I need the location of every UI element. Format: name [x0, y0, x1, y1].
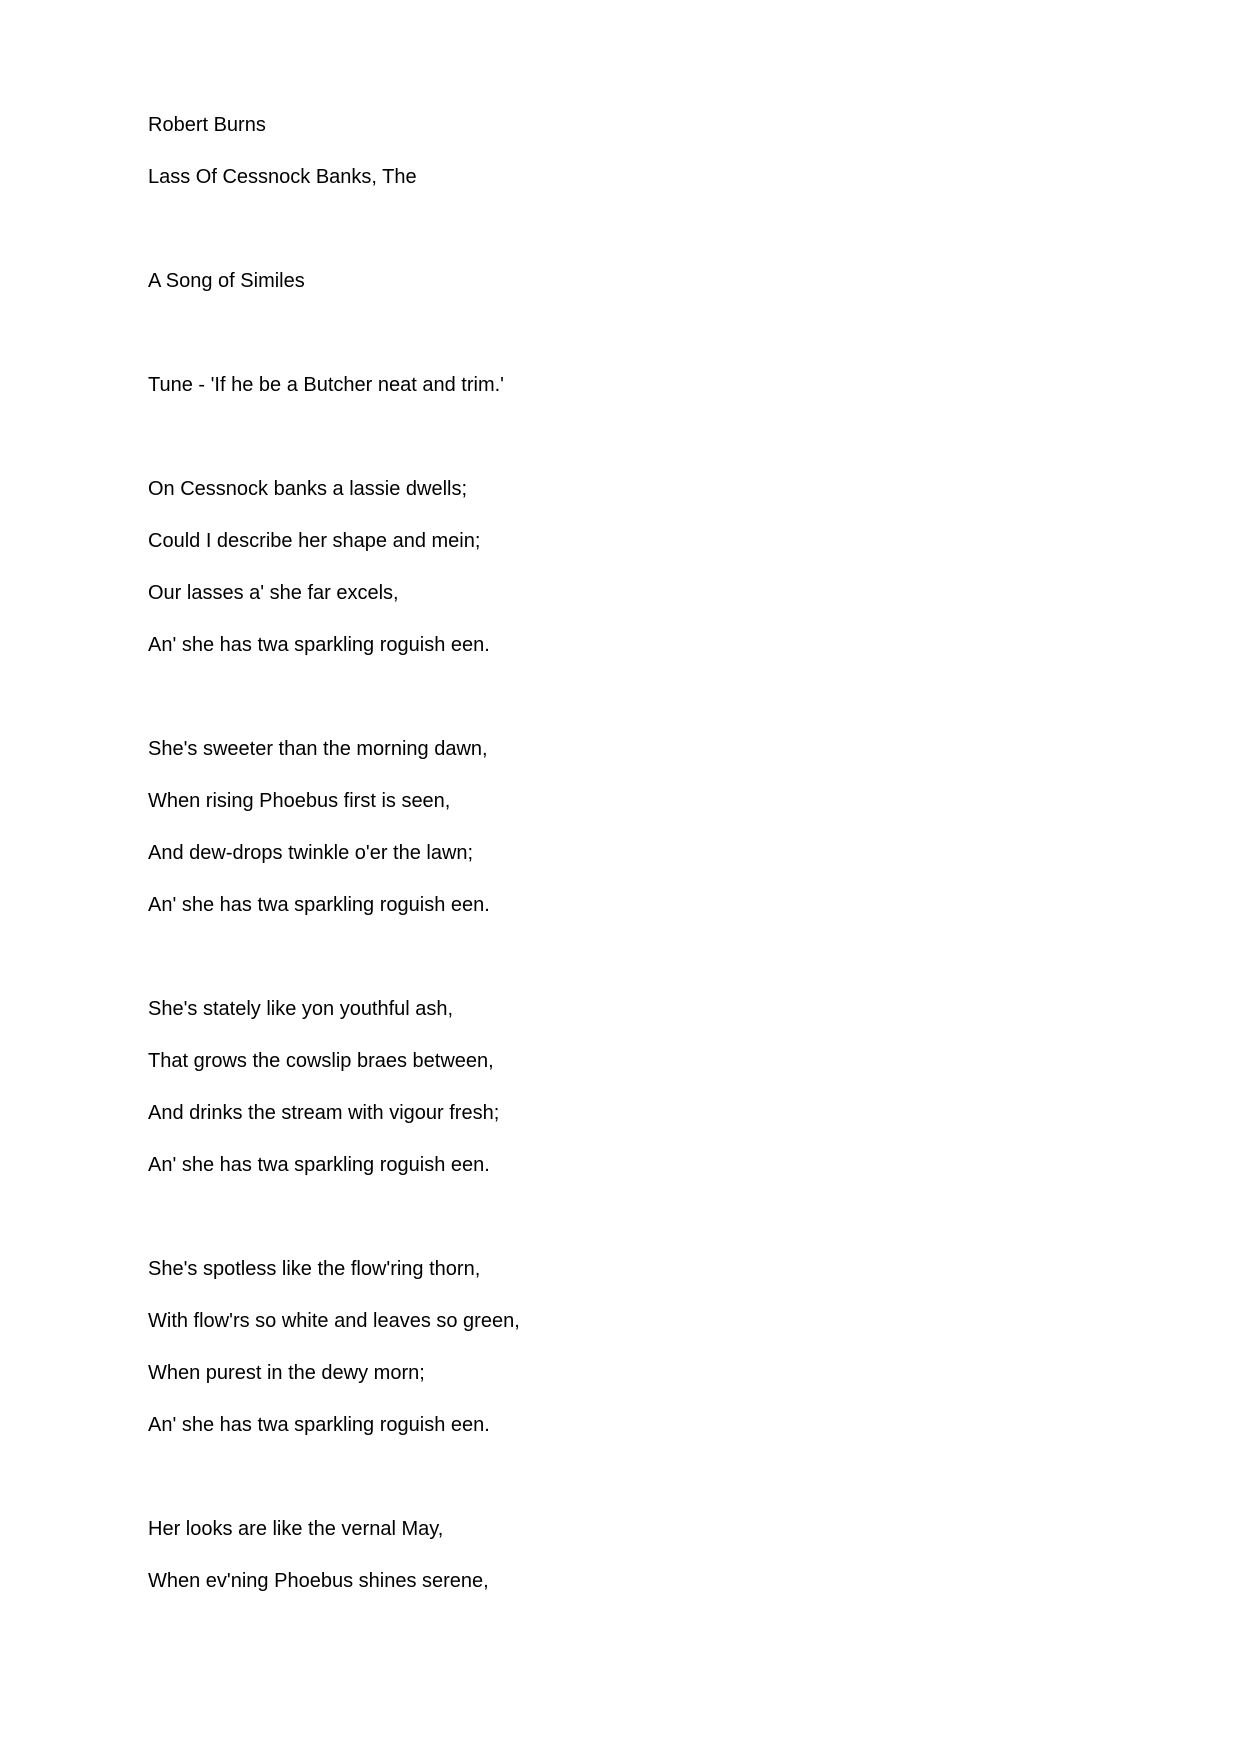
verse-line: An' she has twa sparkling roguish een.: [148, 1414, 490, 1436]
verse-line: She's sweeter than the morning dawn,: [148, 738, 488, 760]
verse-line: An' she has twa sparkling roguish een.: [148, 634, 490, 656]
verse-line: She's spotless like the flow'ring thorn,: [148, 1258, 481, 1280]
poem-title: Lass Of Cessnock Banks, The: [148, 166, 417, 188]
verse-line: And dew-drops twinkle o'er the lawn;: [148, 842, 474, 864]
verse-line: When rising Phoebus first is seen,: [148, 790, 451, 812]
verse-line: An' she has twa sparkling roguish een.: [148, 894, 490, 916]
verse-line: An' she has twa sparkling roguish een.: [148, 1154, 490, 1176]
verse-line: That grows the cowslip braes between,: [148, 1050, 494, 1072]
verse-line: Her looks are like the vernal May,: [148, 1518, 444, 1540]
verse-line: Could I describe her shape and mein;: [148, 530, 481, 552]
verse-line: Our lasses a' she far excels,: [148, 582, 399, 604]
tune-line: Tune - 'If he be a Butcher neat and trim.': [148, 374, 504, 396]
verse-line: When ev'ning Phoebus shines serene,: [148, 1570, 489, 1592]
verse-line: With flow'rs so white and leaves so green,: [148, 1310, 520, 1332]
verse-line: On Cessnock banks a lassie dwells;: [148, 478, 468, 500]
verse-line: And drinks the stream with vigour fresh;: [148, 1102, 500, 1124]
verse-line: When purest in the dewy morn;: [148, 1362, 425, 1384]
verse-line: She's stately like yon youthful ash,: [148, 998, 454, 1020]
author-line: Robert Burns: [148, 114, 266, 136]
poem-subtitle: A Song of Similes: [148, 270, 305, 292]
